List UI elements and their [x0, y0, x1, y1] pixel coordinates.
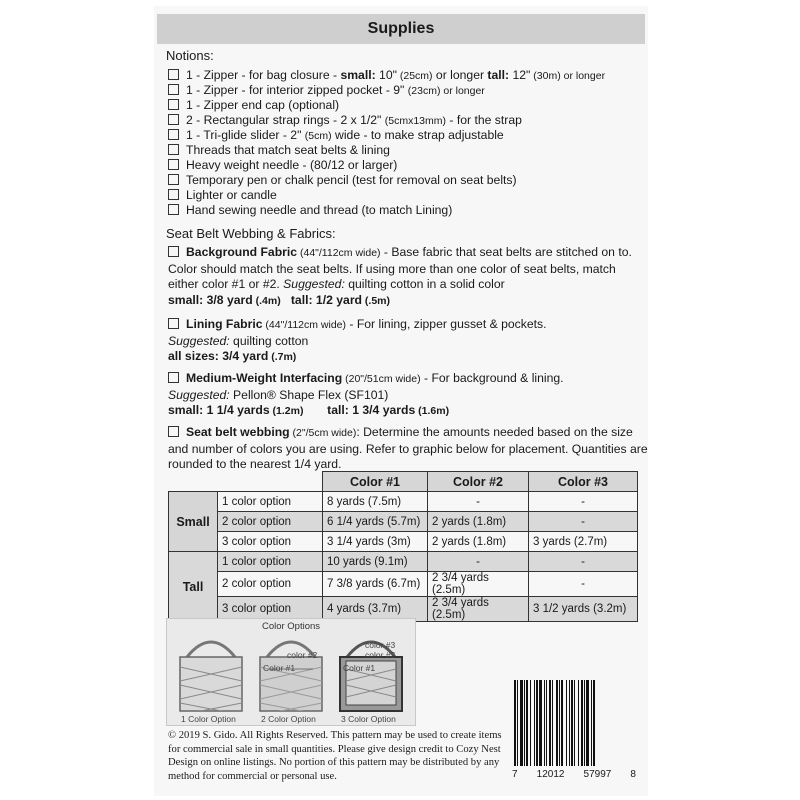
table-row: [169, 572, 638, 597]
table-row: [169, 532, 638, 552]
webbing-block: Seat belt webbing (2"/5cm wide): Determine the amounts needed based on the size and number of colors you are using. Refer to graphic below for placement. Quantities are rounded to the nearest 1/4 yard.: [168, 425, 648, 471]
table-cell: 8 yards (7.5m): [323, 492, 428, 512]
barcode-digits: [512, 769, 636, 780]
barcode-bar: [584, 680, 585, 766]
barcode-digit: 57997: [583, 769, 612, 780]
table-cell: 3 color option: [218, 597, 323, 622]
barcode-bar: [571, 680, 573, 766]
table-cell: 10 yards (9.1m): [323, 552, 428, 572]
interfacing-block: Medium-Weight Interfacing (20"/51cm wide) - For background & lining. Suggested: Pellon® Shape Flex (SF101) small: 1 1/4 yards (1.2m) tall: 1 3/4 yards (1.6m): [168, 371, 564, 417]
notion-item: Threads that match seat belts & lining: [168, 143, 390, 158]
label-color-3: color #3: [365, 640, 396, 650]
barcode: [512, 680, 636, 766]
barcode-bar: [544, 680, 545, 766]
checkbox[interactable]: [168, 129, 179, 140]
barcode-bar: [556, 680, 558, 766]
table-cell: 3 1/4 yards (3m): [323, 532, 428, 552]
table-cell: 3 color option: [218, 532, 323, 552]
fabrics-heading: Seat Belt Webbing & Fabrics:: [166, 226, 336, 241]
table-cell: -: [428, 492, 529, 512]
table-cell: -: [529, 572, 638, 597]
label-color-1: Color #1: [343, 663, 376, 673]
barcode-bar: [534, 680, 535, 766]
column-header: Color #3: [529, 472, 638, 492]
table-cell: 3 1/2 yards (3.2m): [529, 597, 638, 622]
supplies-header: [157, 14, 645, 44]
size-group-tall: Tall: [169, 552, 218, 622]
barcode-bar: [552, 680, 553, 766]
table-cell: 1 color option: [218, 492, 323, 512]
barcode-bar: [536, 680, 538, 766]
table-cell: 2 color option: [218, 572, 323, 597]
checkbox[interactable]: [168, 99, 179, 110]
bag-one-color: [180, 642, 242, 715]
barcode-bar: [530, 680, 531, 766]
checkbox[interactable]: [168, 426, 179, 437]
notion-item: Lighter or candle: [168, 188, 277, 203]
table-cell: 2 color option: [218, 512, 323, 532]
table-cell: 2 yards (1.8m): [428, 512, 529, 532]
page-title: Supplies: [367, 20, 435, 37]
label-color-2: color #2: [287, 650, 318, 660]
color-options-graphic: [166, 618, 416, 726]
notion-item: Heavy weight needle - (80/12 or larger): [168, 158, 397, 173]
notion-item: 1 - Zipper - for bag closure - small: 10" (25cm) or longer tall: 12" (30m) or longer: [168, 68, 605, 84]
table-cell: 6 1/4 yards (5.7m): [323, 512, 428, 532]
barcode-bar: [566, 680, 567, 766]
barcode-bar: [569, 680, 570, 766]
checkbox[interactable]: [168, 372, 179, 383]
barcode-bar: [586, 680, 589, 766]
barcode-bar: [549, 680, 551, 766]
barcode-bar: [517, 680, 518, 766]
table-cell: -: [428, 552, 529, 572]
checkbox[interactable]: [168, 246, 179, 257]
barcode-bar: [514, 680, 516, 766]
barcode-bar: [581, 680, 583, 766]
lining-fabric-block: Lining Fabric (44"/112cm wide) - For lining, zipper gusset & pockets. Suggested: quilting cotton all sizes: 3/4 yard (.7m): [168, 317, 547, 363]
table-cell: 3 yards (2.7m): [529, 532, 638, 552]
table-cell: 2 yards (1.8m): [428, 532, 529, 552]
table-cell: -: [529, 552, 638, 572]
notion-item: 2 - Rectangular strap rings - 2 x 1/2" (5cmx13mm) - for the strap: [168, 113, 522, 129]
table-cell: 2 3/4 yards (2.5m): [428, 572, 529, 597]
caption-1-color: 1 Color Option: [181, 714, 236, 724]
column-header: Color #2: [428, 472, 529, 492]
copyright-notice: © 2019 S. Gido. All Rights Reserved. This pattern may be used to create items for commercial sale in small quantities. Please give design credit to Cozy Nest Design on online listings. No portion of this pattern may be distributed by any method for commercial or personal use.: [168, 730, 502, 782]
barcode-bar: [546, 680, 547, 766]
table-cell: 1 color option: [218, 552, 323, 572]
barcode-bar: [559, 680, 560, 766]
checkbox[interactable]: [168, 174, 179, 185]
notion-item: 1 - Zipper - for interior zipped pocket - 9" (23cm) or longer: [168, 83, 485, 99]
notion-item: 1 - Zipper end cap (optional): [168, 98, 339, 113]
checkbox[interactable]: [168, 144, 179, 155]
notion-item: Temporary pen or chalk pencil (test for removal on seat belts): [168, 173, 517, 188]
checkbox[interactable]: [168, 189, 179, 200]
barcode-bar: [561, 680, 563, 766]
barcode-bars: [512, 680, 636, 766]
table-row: [169, 552, 638, 572]
column-header: Color #1: [323, 472, 428, 492]
checkbox[interactable]: [168, 159, 179, 170]
barcode-bar: [520, 680, 523, 766]
barcode-digit: 12012: [536, 769, 565, 780]
webbing-quantity-table: [168, 471, 638, 622]
table-header-row: [169, 472, 638, 492]
table-row: [169, 492, 638, 512]
background-fabric-block: Background Fabric (44"/112cm wide) - Base fabric that seat belts are stitched on to. Color should match the seat belts. If using more than one color of seat belts, match either color #1 or #2. Suggested: quilting cotton in a solid color small: 3/8 yard (.4m) tall: 1/2 yard (.5m): [168, 245, 632, 307]
notion-item: 1 - Tri-glide slider - 2" (5cm) wide - to make strap adjustable: [168, 128, 504, 144]
checkbox[interactable]: [168, 69, 179, 80]
checkbox[interactable]: [168, 204, 179, 215]
table-cell: -: [529, 492, 638, 512]
table-cell: 4 yards (3.7m): [323, 597, 428, 622]
barcode-bar: [591, 680, 592, 766]
table-row: [169, 512, 638, 532]
table-cell: -: [529, 512, 638, 532]
barcode-bar: [574, 680, 575, 766]
caption-2-color: 2 Color Option: [261, 714, 316, 724]
barcode-bar: [593, 680, 595, 766]
caption-3-color: 3 Color Option: [341, 714, 396, 724]
notions-heading: Notions:: [166, 48, 214, 63]
table-cell: 2 3/4 yards (2.5m): [428, 597, 529, 622]
label-color-2: color #2: [365, 650, 396, 660]
barcode-bar: [526, 680, 528, 766]
checkbox[interactable]: [168, 84, 179, 95]
label-color-1: Color #1: [263, 663, 296, 673]
table-cell: 7 3/8 yards (6.7m): [323, 572, 428, 597]
checkbox[interactable]: [168, 114, 179, 125]
checkbox[interactable]: [168, 318, 179, 329]
table-corner: [169, 472, 323, 492]
barcode-bar: [539, 680, 542, 766]
barcode-bar: [578, 680, 579, 766]
graphic-title: Color Options: [261, 621, 321, 632]
barcode-digit: 8: [630, 769, 636, 780]
size-group-small: Small: [169, 492, 218, 552]
barcode-bar: [524, 680, 525, 766]
barcode-digit: 7: [512, 769, 518, 780]
notion-item: Hand sewing needle and thread (to match Lining): [168, 203, 452, 218]
